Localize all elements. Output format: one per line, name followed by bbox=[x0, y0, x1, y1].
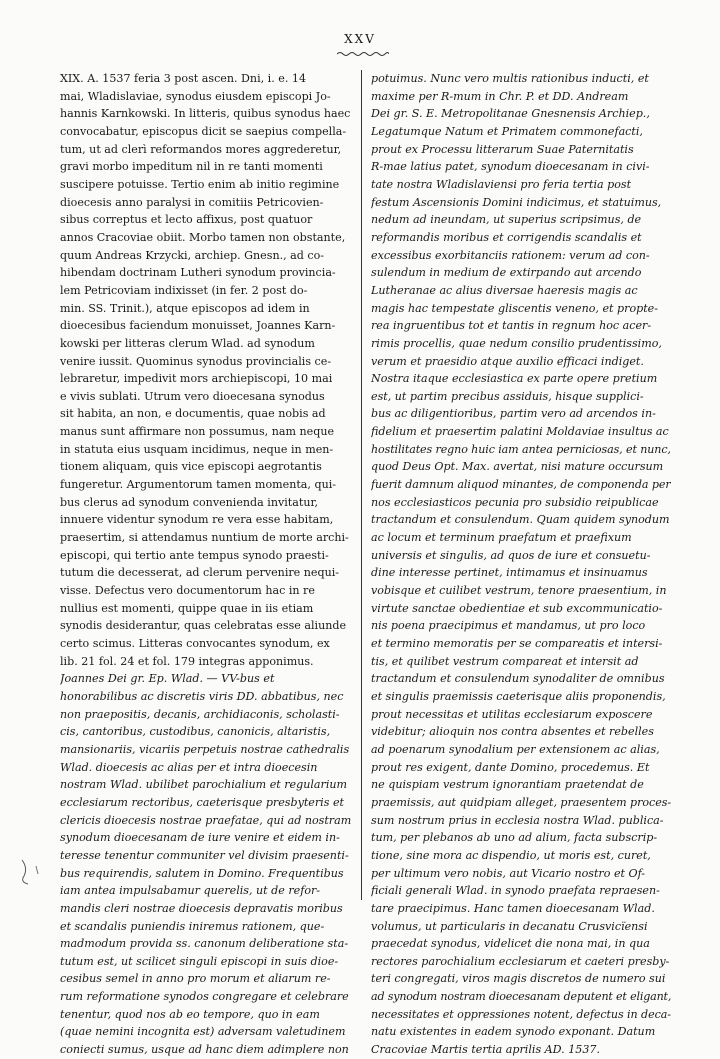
text-line: innuere videntur synodum re vera esse habitam, bbox=[60, 513, 334, 527]
text-line: Lutheranae ac alius diversae haeresis magis ac bbox=[371, 283, 638, 297]
text-line: praesertim, si attendamus nuntium de morte archi- bbox=[60, 531, 349, 545]
text-line: visse. Defectus vero documentorum hac in re bbox=[60, 584, 315, 598]
page-number-header: XXV bbox=[344, 32, 376, 46]
text-line: nedum ad ineundam, ut superius scripsimus, de bbox=[371, 213, 642, 227]
text-line: ecclesiarum rectoribus, caeterisque presbyteris et bbox=[60, 795, 344, 809]
text-line: tis, et quilibet vestrum compareat et intersit ad bbox=[371, 654, 639, 668]
text-line: reformandis moribus et corrigendis scandalis et bbox=[371, 230, 642, 244]
text-line: lebraretur, impedivit mors archiepiscopi, 10 mai bbox=[60, 372, 333, 386]
text-line: teresse tenentur communiter vel divisim praesenti- bbox=[60, 848, 349, 862]
text-line: tione, sine mora ac dispendio, ut moris est, curet, bbox=[371, 848, 651, 862]
text-line: mai, Wladislaviae, synodus eiusdem episcopi Jo- bbox=[60, 89, 331, 103]
text-line: sibus correptus et lecto affixus, post quatuor bbox=[60, 213, 313, 227]
text-line: suscipere potuisse. Tertio enim ab initio regimine bbox=[60, 177, 340, 191]
text-line: bus requirendis, salutem in Domino. Frequentibus bbox=[60, 866, 344, 880]
text-line: Cracoviae Martis tertia aprilis AD. 1537. bbox=[371, 1043, 600, 1057]
text-line: (quae nemini incognita est) adversam valetudinem bbox=[60, 1025, 346, 1039]
text-line: XIX. A. 1537 feria 3 post ascen. Dni, i. e. 14 bbox=[60, 72, 307, 85]
text-line: tutum die decesserat, ad clerum pervenire nequi- bbox=[60, 566, 340, 580]
text-line: rimis procellis, quae nedum consilio prudentissimo, bbox=[371, 336, 662, 350]
text-line: rum reformatione synodos congregare et celebrare bbox=[60, 990, 349, 1004]
text-line: praemissis, aut quidpiam alleget, praesentem proces- bbox=[371, 795, 671, 809]
text-line: annos Cracoviae obiit. Morbo tamen non obstante, bbox=[60, 230, 346, 244]
text-line: bus ac diligentioribus, partim vero ad arcendos in- bbox=[371, 407, 656, 421]
text-line: sulendum in medium de extirpando aut arcendo bbox=[371, 266, 642, 280]
text-line: clericis dioecesis nostrae praefatae, qui ad nostram bbox=[60, 813, 352, 827]
text-line: tum, per plebanos ab uno ad alium, facta subscrip- bbox=[371, 831, 658, 845]
text-line: et singulis praemissis caeterisque aliis proponendis, bbox=[371, 689, 666, 703]
text-line: R-mae latius patet, synodum dioecesanam in civi- bbox=[371, 160, 650, 174]
text-line: episcopi, qui tertio ante tempus synodo praesti- bbox=[60, 548, 329, 562]
text-line: coniecti sumus, usque ad hanc diem adimplere non bbox=[60, 1043, 349, 1057]
text-line: nos ecclesiasticos pecunia pro subsidio reipublicae bbox=[371, 495, 659, 509]
text-line: tate nostra Wladislaviensi pro feria tertia post bbox=[371, 177, 632, 191]
text-line: dine interesse pertinet, intimamus et insinuamus bbox=[371, 566, 648, 580]
text-line: lem Petricoviam indixisset (in fer. 2 post do- bbox=[60, 283, 308, 297]
text-line: hibendam doctrinam Lutheri synodum provincia- bbox=[60, 266, 336, 280]
text-line: kowski per litteras clerum Wlad. ad synodum bbox=[60, 336, 315, 350]
text-line: et termino memoratis per se compareatis et intersi- bbox=[371, 637, 663, 650]
text-line: in statuta eius usquam incidimus, neque in men- bbox=[60, 442, 334, 456]
text-line: Joannes Dei gr. Ep. Wlad. — VV-bus et bbox=[60, 672, 275, 686]
text-line: necessitates et oppressiones notent, defectus in deca- bbox=[371, 1007, 671, 1021]
text-line: synodis desiderantur, quas celebratas esse aliunde bbox=[60, 619, 347, 633]
text-line: dioecesis anno paralysi in comitiis Petricovien- bbox=[60, 195, 324, 209]
text-line: convocabatur, episcopus dicit se saepius compella- bbox=[60, 124, 347, 138]
text-line: festum Ascensionis Domini indicimus, et statuimus, bbox=[371, 195, 662, 209]
text-line: teri congregati, viros magis discretos de numero sui bbox=[371, 972, 666, 986]
text-line: dioecesibus faciendum monuisset, Joannes Karn- bbox=[60, 319, 336, 333]
text-line: et scandalis puniendis iniremus rationem, que- bbox=[60, 919, 325, 933]
text-line: madmodum provida ss. canonum deliberatione sta- bbox=[60, 937, 349, 951]
text-line: sit habita, an non, e documentis, quae nobis ad bbox=[60, 407, 326, 421]
text-line: Wlad. dioecesis ac alias per et intra dioecesin bbox=[60, 760, 318, 774]
text-line: tum, ut ad clerì reformandos mores aggrederetur, bbox=[60, 142, 342, 156]
text-line: hannis Karnkowski. In litteris, quibus synodus haec bbox=[60, 107, 351, 121]
text-line: magis hac tempestate gliscentis veneno, et propte- bbox=[371, 301, 658, 315]
text-line: synodum dioecesanam de iure venire et eidem in- bbox=[60, 831, 340, 845]
text-line: fidelium et praesertim palatini Moldaviae insultus ac bbox=[371, 425, 669, 439]
text-line: praecedat synodus, videlicet die nona mai, in qua bbox=[371, 937, 650, 951]
text-line: ad poenarum synodalium per extensionem ac alias, bbox=[371, 742, 660, 756]
text-line: maxime per R-mum in Chr. P. et DD. Andream bbox=[371, 89, 629, 103]
text-line: nis poena praecipimus et mandamus, ut pro loco bbox=[371, 619, 646, 633]
text-line: iam antea impulsabamur querelis, ut de refor- bbox=[60, 884, 321, 898]
column-divider bbox=[361, 70, 362, 900]
text-line: universis et singulis, ad quos de iure et consuetu- bbox=[371, 548, 651, 562]
text-line: ad synodum nostram dioecesanam deputent et eligant, bbox=[371, 990, 671, 1004]
left-column bbox=[60, 70, 356, 1059]
text-line: hostilitates regno huic iam antea perniciosas, et nunc, bbox=[371, 442, 671, 456]
text-line: certo scimus. Litteras convocantes synodum, ex bbox=[60, 637, 330, 650]
text-line: fuerit damnum aliquod minantes, de componenda per bbox=[371, 478, 671, 492]
text-line: gravi morbo impeditum nil in re tanti momenti bbox=[60, 160, 323, 174]
text-line: verum et praesidio atque auxilio efficaci indiget. bbox=[371, 354, 644, 368]
text-line: Nostra itaque ecclesiastica ex parte opere pretium bbox=[371, 372, 658, 386]
text-line: manus sunt affirmare non possumus, nam neque bbox=[60, 425, 335, 439]
text-line: cesibus semel in anno pro morum et aliarum re- bbox=[60, 972, 331, 986]
text-line: potuimus. Nunc vero multis rationibus inducti, et bbox=[371, 72, 649, 85]
text-line: fungeretur. Argumentorum tamen momenta, qui- bbox=[60, 478, 337, 492]
text-line: sum nostrum prius in ecclesia nostra Wlad. publica- bbox=[371, 813, 664, 827]
text-line: Dei gr. S. E. Metropolitanae Gnesnensis Archiep., bbox=[371, 107, 650, 121]
text-line: prout res exigent, dante Domino, procedemus. Et bbox=[371, 760, 650, 774]
text-line: e vivis sublati. Utrum vero dioecesana synodus bbox=[60, 389, 325, 403]
text-line: tionem aliquam, quis vice episcopi aegrotantis bbox=[60, 460, 322, 474]
text-line: prout necessitas et utilitas ecclesiarum exposcere bbox=[371, 707, 653, 721]
text-line: tenentur, quod nos ab eo tempore, quo in eam bbox=[60, 1007, 320, 1021]
header-ornament bbox=[337, 51, 389, 57]
text-line: nostram Wlad. ubilibet parochialium et regularium bbox=[60, 778, 348, 792]
text-line: venire iussit. Quominus synodus provincialis ce- bbox=[60, 354, 332, 368]
text-line: ficiali generali Wlad. in synodo praefata repraesen- bbox=[371, 884, 660, 898]
text-line: volumus, ut particularis in decanatu Crusvicïensi bbox=[371, 919, 648, 933]
text-line: honorabilibus ac discretis viris DD. abbatibus, nec bbox=[60, 689, 344, 703]
text-line: vobisque et cuilibet vestrum, tenore praesentium, in bbox=[371, 584, 667, 598]
text-line: virtute sanctae obedientiae et sub excommunicatio- bbox=[371, 601, 663, 615]
margin-mark bbox=[14, 856, 54, 886]
text-line: quum Andreas Krzycki, archiep. Gnesn., ad co- bbox=[60, 248, 325, 262]
text-line: mansionariis, vicariis perpetuis nostrae cathedralis bbox=[60, 742, 350, 756]
text-line: bus clerus ad synodum convenienda invitatur, bbox=[60, 495, 319, 509]
text-line: non praepositis, decanis, archidiaconis, scholasti- bbox=[60, 707, 340, 721]
text-line: excessibus exorbitanciis rationem: verum ad con- bbox=[371, 248, 650, 262]
text-line: per ultimum vero nobis, aut Vicario nostro et Of- bbox=[371, 866, 646, 880]
text-line: natu existentes in eadem synodo exponant. Datum bbox=[371, 1025, 656, 1039]
text-line: quod Deus Opt. Max. avertat, nisi mature occursum bbox=[371, 460, 664, 474]
text-line: tutum est, ut scilicet singuli episcopi in suis dioe- bbox=[60, 954, 339, 968]
text-line: min. SS. Trinit.), atque episcopos ad idem in bbox=[60, 301, 310, 315]
text-line: tractandum et consulendum synodaliter de omnibus bbox=[371, 672, 665, 686]
text-line: tractandum et consulendum. Quam quidem synodum bbox=[371, 513, 670, 527]
text-line: videbitur; alioquin nos contra absentes et rebelles bbox=[371, 725, 654, 739]
text-line: lib. 21 fol. 24 et fol. 179 integras apponimus. bbox=[60, 654, 314, 668]
text-line: est, ut partim precibus assiduis, hisque supplici- bbox=[371, 389, 644, 403]
text-line: tare praecipimus. Hanc tamen dioecesanam Wlad. bbox=[371, 901, 655, 915]
text-line: nullius est momenti, quippe quae in iis etiam bbox=[60, 601, 314, 615]
text-line: ac locum et terminum praefatum et praefixum bbox=[371, 531, 632, 545]
text-line: rectores parochialium ecclesiarum et caeteri presby- bbox=[371, 954, 670, 968]
text-line: Legatumque Natum et Primatem commonefacti, bbox=[371, 124, 643, 138]
text-line: cis, cantoribus, custodibus, canonicis, altaristis, bbox=[60, 725, 331, 739]
text-line: prout ex Processu litterarum Suae Paternitatis bbox=[371, 142, 634, 156]
right-column bbox=[371, 70, 671, 1059]
text-line: rea ingruentibus tot et tantis in regnum hoc acer- bbox=[371, 319, 652, 333]
text-line: mandis cleri nostrae dioecesis depravatis moribus bbox=[60, 901, 343, 915]
text-line: ne quispiam vestrum ignorantiam praetendat de bbox=[371, 778, 644, 792]
